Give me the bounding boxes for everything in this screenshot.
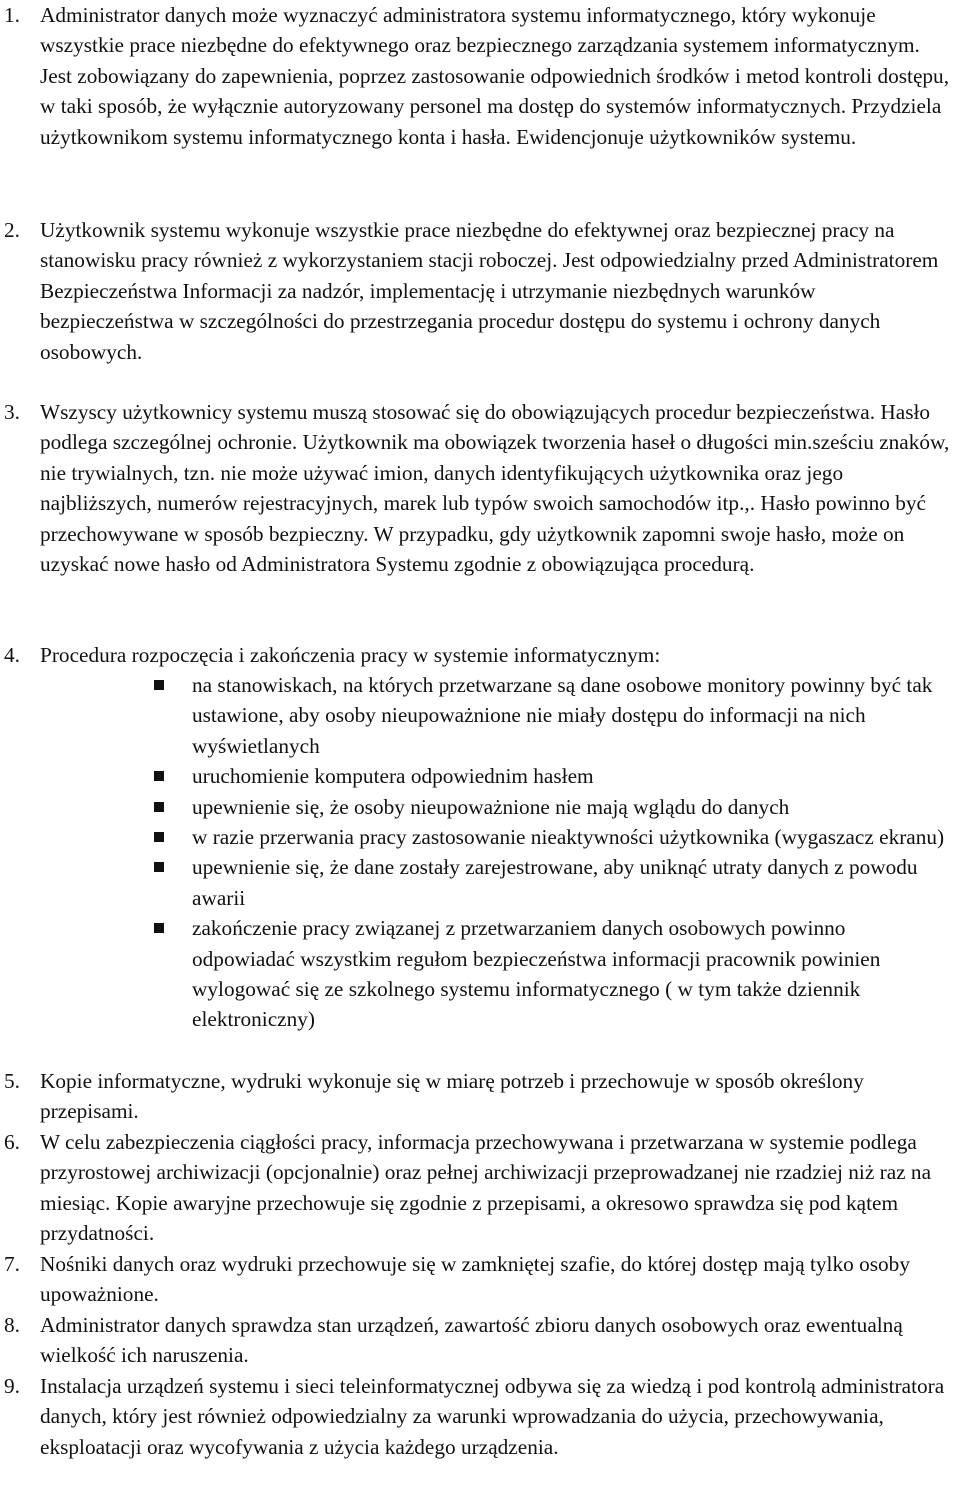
item-text: Administrator danych może wyznaczyć administratora systemu informatycznego, który wykonuje wszystkie prace niezbędne do efektywnego oraz bezpiecznego zarządzania systemem informatycznym. Jest zobowiązany do zapewnienia, poprzez zastosowanie odpowiednich środków i metod kontroli dostępu, w taki sposób, że wyłącznie autoryzowany personel ma dostęp do systemów informatycznych. Przydziela użytkownikom systemu informatycznego konta i hasła. Ewidencjonuje użytkowników systemu. xyxy=(40,3,950,149)
item-text: Wszyscy użytkownicy systemu muszą stosować się do obowiązujących procedur bezpieczeństwa. Hasło podlega szczególnej ochronie. Użytkownik ma obowiązek tworzenia haseł o długości min.sześciu znaków, nie trywialnych, tzn. nie może używać imion, danych identyfikujących użytkownika oraz jego najbliższych, numerów rejestracyjnych, marek lub typów swoich samochodów itp.,. Hasło powinno być przechowywane w sposób bezpieczny. W przypadku, gdy użytkownik zapomni swoje hasło, może on uzyskać nowe hasło od Administratora Systemu zgodnie z obowiązująca procedurą. xyxy=(40,400,950,577)
bullet-text: upewnienie się, że dane zostały zarejestrowane, aby uniknąć utraty danych z powodu awarii xyxy=(192,855,918,910)
item-text: Instalacja urządzeń systemu i sieci teleinformatycznej odbywa się za wiedzą i pod kontrolą administratora danych, który jest również odpowiedzialny za warunki wprowadzania do użycia, przechowywania, eksploatacji oraz wycofywania z użycia każdego urządzenia. xyxy=(40,1374,945,1459)
list-item-5 xyxy=(0,1066,950,1127)
square-bullet-icon xyxy=(154,832,164,842)
list-item-8 xyxy=(0,1310,950,1371)
item-number: 4. xyxy=(4,643,20,667)
bullet-text: na stanowiskach, na których przetwarzane są dane osobowe monitory powinny być tak ustawione, aby osoby nieupoważnione nie miały dostępu do informacji na nich wyświetlanych xyxy=(192,673,933,758)
item-number: 3. xyxy=(4,400,20,424)
item-text: Administrator danych sprawdza stan urządzeń, zawartość zbioru danych osobowych oraz ewentualną wielkość ich naruszenia. xyxy=(40,1313,903,1368)
bullet-item xyxy=(192,761,950,791)
item-text: Użytkownik systemu wykonuje wszystkie prace niezbędne do efektywnej oraz bezpiecznej pracy na stanowisku pracy również z wykorzystaniem stacji roboczej. Jest odpowiedzialny przed Administratorem Bezpieczeństwa Informacji za nadzór, implementację i utrzymanie niezbędnych warunków bezpieczeństwa w szczególności do przestrzegania procedur dostępu do systemu i ochrony danych osobowych. xyxy=(40,218,939,364)
item-text: Procedura rozpoczęcia i zakończenia pracy w systemie informatycznym: xyxy=(40,643,661,667)
list-item-3 xyxy=(0,397,950,579)
list-item-4 xyxy=(0,640,950,670)
item-number: 2. xyxy=(4,218,20,242)
square-bullet-icon xyxy=(154,771,164,781)
bullet-text: uruchomienie komputera odpowiednim hasłem xyxy=(192,764,594,789)
square-bullet-icon xyxy=(154,923,164,933)
item-number: 5. xyxy=(4,1069,20,1093)
item-number: 9. xyxy=(4,1374,20,1398)
bullet-text: w razie przerwania pracy zastosowanie nieaktywności użytkownika (wygaszacz ekranu) xyxy=(192,825,945,850)
list-item-6 xyxy=(0,1127,950,1249)
list-item-9 xyxy=(0,1371,950,1462)
bullet-text: upewnienie się, że osoby nieupoważnione nie mają wglądu do danych xyxy=(192,794,790,819)
item-number: 7. xyxy=(4,1252,20,1276)
list-item-1 xyxy=(0,0,950,152)
square-bullet-icon xyxy=(154,680,164,690)
bullet-item xyxy=(192,852,950,913)
bullet-item xyxy=(192,822,950,852)
item-number: 8. xyxy=(4,1313,20,1337)
procedure-bullet-list xyxy=(0,670,950,1035)
list-item-7 xyxy=(0,1249,950,1310)
item-text: Nośniki danych oraz wydruki przechowuje się w zamkniętej szafie, do której dostęp mają tylko osoby upoważnione. xyxy=(40,1252,910,1307)
bullet-item xyxy=(192,792,950,822)
square-bullet-icon xyxy=(154,802,164,812)
bullet-item xyxy=(192,670,950,761)
bullet-text: zakończenie pracy związanej z przetwarzaniem danych osobowych powinno odpowiadać wszystkim regułom bezpieczeństwa informacji pracownik powinien wylogować się ze szkolnego systemu informatycznego ( w tym także dziennik elektroniczny) xyxy=(192,916,881,1032)
bullet-item xyxy=(192,913,950,1035)
item-number: 1. xyxy=(4,3,20,27)
square-bullet-icon xyxy=(154,862,164,872)
list-item-2 xyxy=(0,215,950,367)
item-text: W celu zabezpieczenia ciągłości pracy, informacja przechowywana i przetwarzana w systemie podlega przyrostowej archiwizacji (opcjonalnie) oraz pełnej archiwizacji przeprowadzanej nie rzadziej niż raz na miesiąc. Kopie awaryjne przechowuje się zgodnie z przepisami, a okresowo sprawdza się pod kątem przydatności. xyxy=(40,1130,932,1246)
item-text: Kopie informatyczne, wydruki wykonuje się w miarę potrzeb i przechowuje w sposób określony przepisami. xyxy=(40,1069,864,1124)
item-number: 6. xyxy=(4,1130,20,1154)
